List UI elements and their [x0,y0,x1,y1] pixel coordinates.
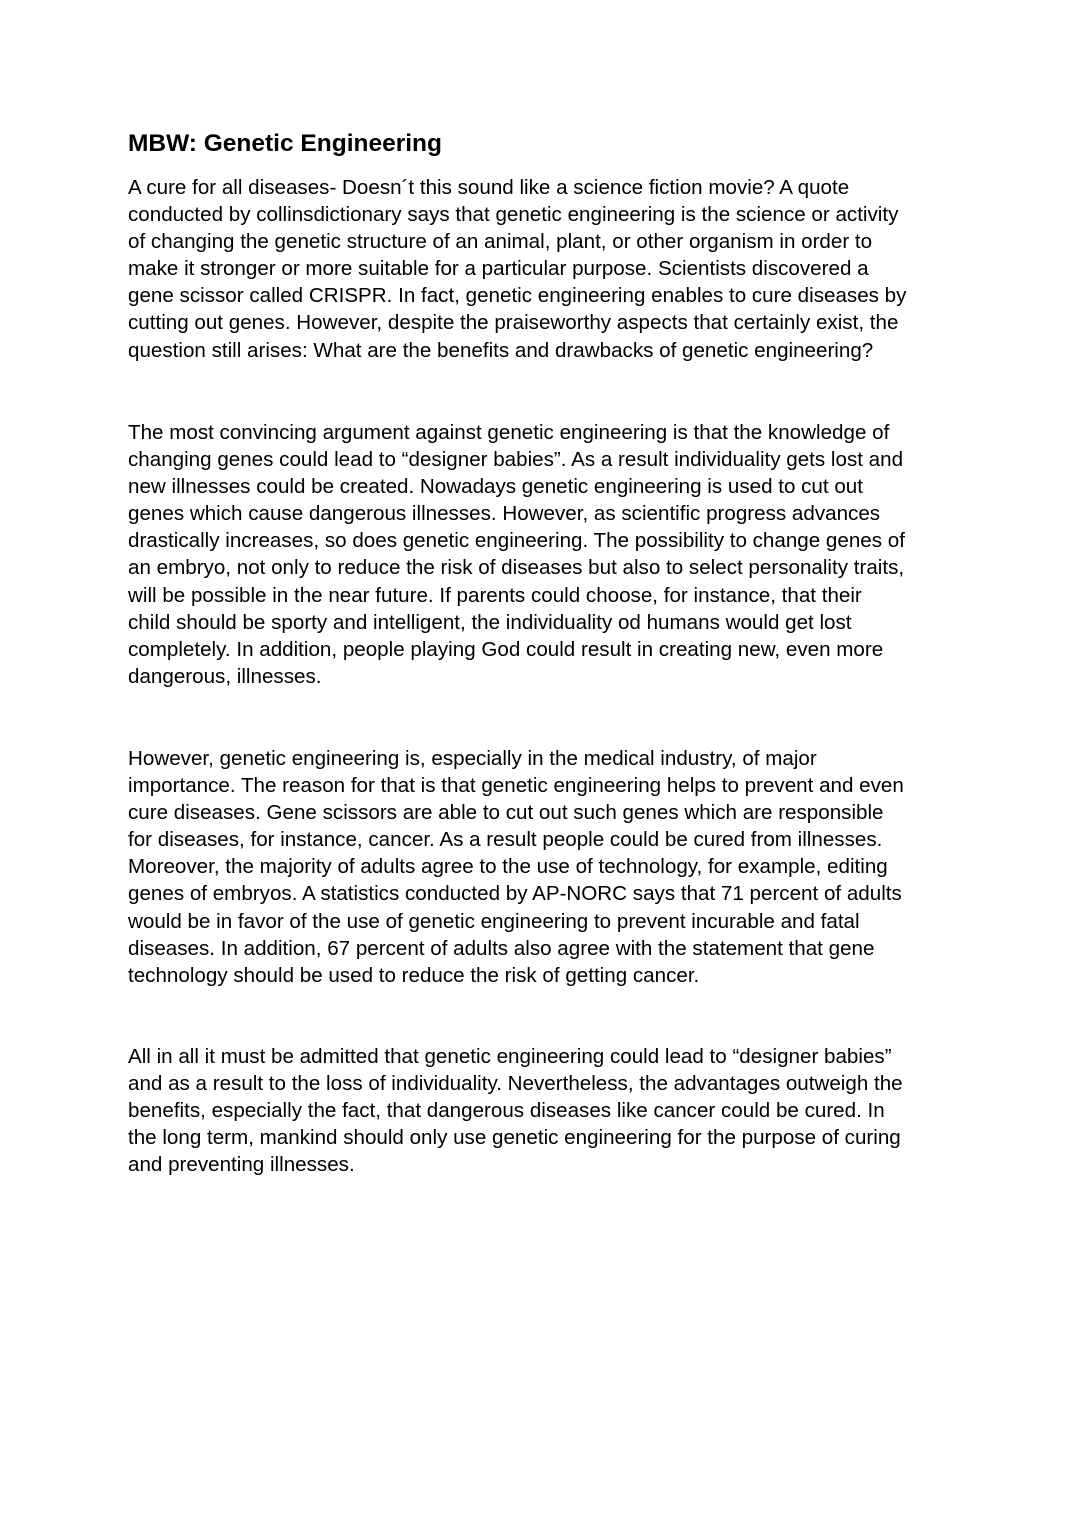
paragraph-line: genes of embryos. A statistics conducted by AP-NORC says that 71 percent of adults [128,882,902,906]
paragraph-line: importance. The reason for that is that genetic engineering helps to prevent and even [128,774,904,798]
paragraph-introduction [128,174,958,364]
paragraph-line: cure diseases. Gene scissors are able to cut out such genes which are responsible [128,801,884,825]
paragraph-line: question still arises: What are the benefits and drawbacks of genetic engineering? [128,338,874,362]
paragraph-line: and preventing illnesses. [128,1153,355,1177]
paragraph-line: changing genes could lead to “designer babies”. As a result individuality gets lost and [128,448,904,472]
paragraph-line: A cure for all diseases- Doesn´t this sound like a science fiction movie? A quote [128,176,850,199]
paragraph-line: new illnesses could be created. Nowadays genetic engineering is used to cut out [128,475,863,499]
paragraph-line: conducted by collinsdictionary says that genetic engineering is the science or activity [128,203,899,227]
paragraph-line: diseases. In addition, 67 percent of adults also agree with the statement that gene [128,936,875,960]
paragraph-line: child should be sporty and intelligent, the individuality od humans would get lost [128,610,852,634]
paragraph-line: benefits, especially the fact, that dangerous diseases like cancer could be cured. In [128,1099,885,1123]
paragraph-line: dangerous, illnesses. [128,664,322,688]
paragraph-conclusion [128,1043,958,1178]
paragraph-argument-against [128,419,958,690]
paragraph-line: and as a result to the loss of individuality. Nevertheless, the advantages outweigh the [128,1072,903,1096]
paragraph-argument-for [128,745,958,989]
paragraph-line: completely. In addition, people playing God could result in creating new, even more [128,637,884,661]
paragraph-line: However, genetic engineering is, especially in the medical industry, of major [128,747,817,770]
paragraph-line: the long term, mankind should only use genetic engineering for the purpose of curing [128,1126,901,1150]
document-title: MBW: Genetic Engineering [128,130,442,157]
paragraph-line: technology should be used to reduce the risk of getting cancer. [128,963,700,987]
paragraph-line: of changing the genetic structure of an animal, plant, or other organism in order to [128,230,873,254]
paragraph-line: genes which cause dangerous illnesses. However, as scientific progress advances [128,502,881,526]
paragraph-line: drastically increases, so does genetic engineering. The possibility to change genes of [128,529,905,553]
paragraph-line: make it stronger or more suitable for a particular purpose. Scientists discovered a [128,257,869,281]
paragraph-line: The most convincing argument against genetic engineering is that the knowledge of [128,421,890,444]
paragraph-line: would be in favor of the use of genetic engineering to prevent incurable and fatal [128,909,860,933]
paragraph-line: for diseases, for instance, cancer. As a result people could be cured from illnesses. [128,828,883,852]
paragraph-line: cutting out genes. However, despite the praiseworthy aspects that certainly exist, the [128,311,899,335]
paragraph-line: Moreover, the majority of adults agree to the use of technology, for example, editing [128,855,888,879]
paragraph-line: will be possible in the near future. If parents could choose, for instance, that their [128,583,862,607]
paragraph-line: gene scissor called CRISPR. In fact, genetic engineering enables to cure diseases by [128,284,907,308]
paragraph-line: an embryo, not only to reduce the risk of diseases but also to select personality traits, [128,556,905,580]
paragraph-line: All in all it must be admitted that genetic engineering could lead to “designer babies” [128,1045,892,1068]
